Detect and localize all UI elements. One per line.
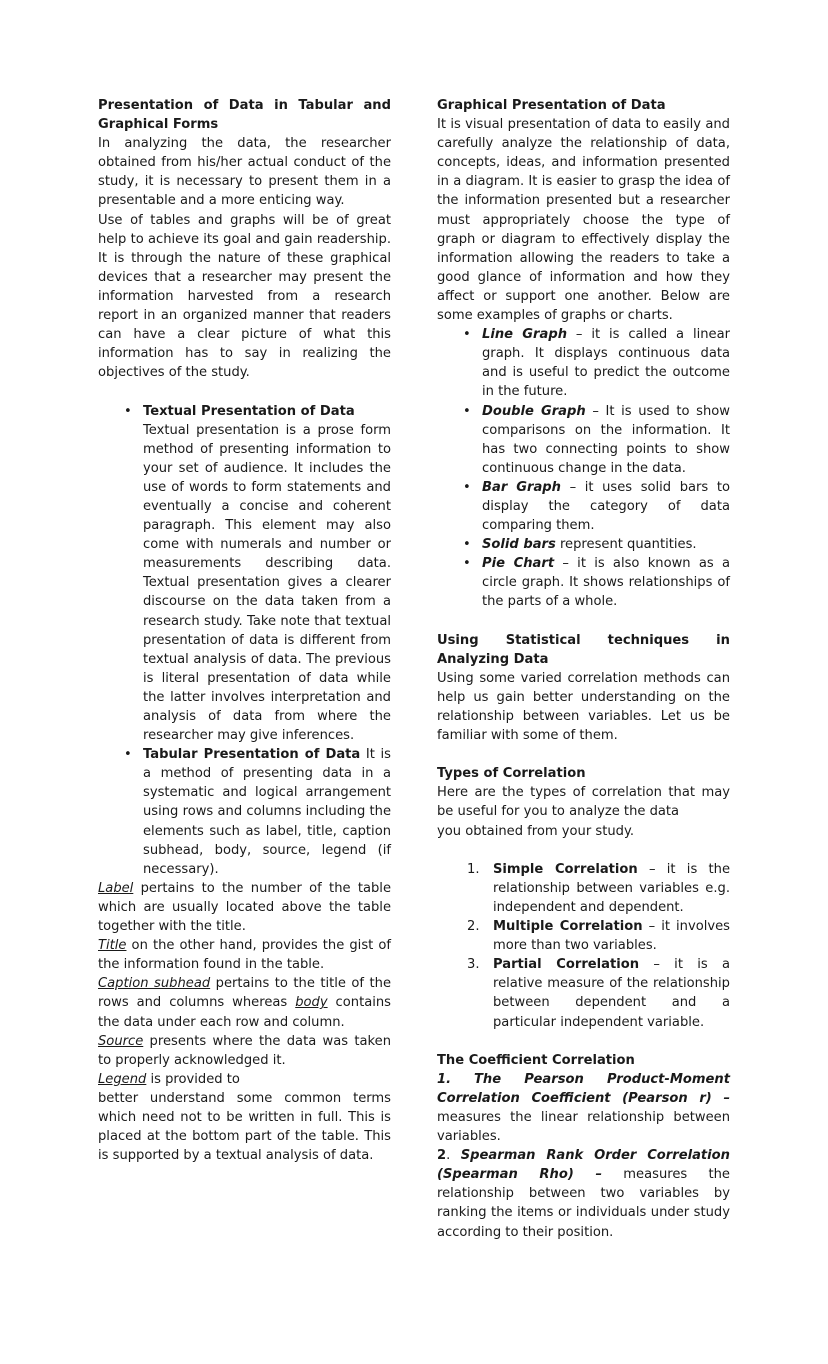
graph-body-line: – it is called a linear graph. It displays continuous data and is useful to predict the outcome in the future. — [482, 327, 730, 400]
definition-term-title: Title — [98, 938, 127, 954]
definition-text-after-body: contains the data under each row and column. — [98, 995, 391, 1030]
left-column-heading: Presentation of Data in Tabular and Graphical Forms — [98, 98, 391, 133]
definition-title — [98, 936, 391, 974]
presentation-types-list — [98, 402, 391, 879]
heading-statistical-techniques: Using Statistical techniques in Analyzing Data — [437, 632, 730, 667]
graph-body-double: – It is used to show comparisons on the information. It has two connecting points to show continuous change in the data. — [482, 403, 730, 476]
list-item-simple-correlation — [437, 860, 730, 917]
list-item-double-graph — [437, 402, 730, 478]
coefficient-title-spearman: Spearman Rank Order Correlation (Spearman Rho) — [437, 1148, 730, 1183]
coefficient-label-2: 2 — [437, 1148, 447, 1164]
list-item-solid-bars — [437, 535, 730, 554]
coefficient-dash-1: – — [711, 1090, 730, 1106]
types-intro-line-1: Here are the types of correlation that may be useful for you to analyze the data — [437, 785, 730, 820]
section-gap-coefficient — [437, 1032, 730, 1051]
types-intro-line-2: you obtained from your study. — [437, 823, 635, 839]
list-item-line-graph — [437, 325, 730, 401]
coefficient-title-pearson: The Pearson Product-Moment Correlation Coefficient (Pearson r) — [437, 1071, 730, 1106]
statistical-techniques-paragraph: Using some varied correlation methods can help us gain better understanding on the relationship between variables. Let us be familiar with some of them. — [437, 670, 730, 744]
definition-term-caption-subhead: Caption subhead — [98, 976, 211, 992]
bullet-body-tabular: It is a method of presenting data in a systematic and logical arrangement using rows and columns including the elements such as label, title, caption subhead, body, source, legend (if necessary). — [143, 747, 391, 877]
right-column — [437, 96, 730, 1242]
definition-text-title: on the other hand, provides the gist of the information found in the table. — [98, 938, 391, 973]
definition-term-body: body — [295, 995, 328, 1011]
correlation-body-partial: – it is a relative measure of the relationship between dependent and a particular independent variable. — [493, 957, 730, 1030]
list-item-textual-presentation — [98, 402, 391, 746]
definition-text-label: pertains to the number of the table which are usually located above the table together with the title. — [98, 880, 391, 935]
section-gap-types — [437, 745, 730, 764]
heading-graphical-presentation: Graphical Presentation of Data — [437, 98, 666, 113]
coefficient-body-spearman: measures the relationship between two variables by ranking the items or individuals under study according to their position. — [437, 1167, 730, 1240]
heading-coefficient-correlation: The Coefficient Correlation — [437, 1052, 635, 1068]
graph-body-bar: – it uses solid bars to display the category of data comparing them. — [482, 479, 730, 534]
definition-caption-subhead — [98, 974, 391, 1031]
coefficient-dash-2: – — [573, 1167, 603, 1183]
list-gap-correlation — [437, 841, 730, 860]
coefficient-item-pearson — [437, 1070, 730, 1146]
bullet-body-textual: Textual presentation is a prose form method of presenting information to your set of audience. It includes the use of words to form statements and eventually a concise and coherent paragraph. This element may also come with numerals and number or measurements describing data. Textual presentation gives a clearer discourse on the data taken from a research study. Take note that textual presentation of data is different from textual analysis of data. The previous is literal presentation of data while the latter involves interpretation and analysis of data from where the researcher may give inferences. — [143, 422, 391, 744]
graph-title-pie: Pie Chart — [482, 556, 555, 572]
two-column-layout — [98, 96, 740, 1242]
left-column — [98, 96, 391, 1165]
graph-title-solid-bars: Solid bars — [482, 537, 556, 553]
closing-paragraph: better understand some common terms which need not to be written in full. This is placed at the bottom part of the table. This is supported by a textual analysis of data. — [98, 1090, 391, 1164]
graph-types-list — [437, 325, 730, 611]
list-item-bar-graph — [437, 478, 730, 535]
coefficient-item-spearman — [437, 1146, 730, 1241]
list-item-multiple-correlation — [437, 917, 730, 955]
intro-paragraph-1: In analyzing the data, the researcher obtained from his/her actual conduct of the study, it is necessary to present them in a presentable and a more enticing way. — [98, 136, 391, 209]
definition-term-label: Label — [98, 880, 134, 896]
section-gap-statistical — [437, 612, 730, 631]
correlation-title-multiple: Multiple Correlation — [493, 919, 643, 935]
graph-title-double: Double Graph — [482, 403, 586, 419]
definition-text-source: presents where the data was taken to properly acknowledged it. — [98, 1033, 391, 1068]
graph-title-line: Line Graph — [482, 327, 568, 343]
graphical-presentation-paragraph: It is visual presentation of data to easily and carefully analyze the relationship of data, concepts, ideas, and information presented in a diagram. It is easier to grasp the idea of the information presented but a researcher must appropriately choose the type of graph or diagram to effectively display the information allowing the readers to take a good glance of information and how they affect or support one another. Below are some examples of graphs or charts. — [437, 117, 730, 324]
definition-text-before-body: pertains to the title of the rows and columns whereas — [98, 976, 391, 1011]
graph-title-bar: Bar Graph — [482, 479, 561, 495]
correlation-title-simple: Simple Correlation — [493, 861, 638, 877]
definition-text-legend: is provided to — [146, 1071, 240, 1087]
paragraph-gap — [98, 382, 391, 401]
heading-types-of-correlation: Types of Correlation — [437, 766, 586, 782]
list-item-tabular-presentation — [98, 745, 391, 879]
graph-body-pie: – it is also known as a circle graph. It shows relationships of the parts of a whole. — [482, 556, 730, 610]
definition-term-legend: Legend — [98, 1071, 147, 1087]
correlation-types-list — [437, 860, 730, 1032]
definition-term-source: Source — [98, 1033, 144, 1049]
correlation-body-multiple: – it involves more than two variables. — [493, 919, 730, 954]
coefficient-label-2-suffix: . — [446, 1148, 451, 1164]
list-item-pie-chart — [437, 554, 730, 611]
definition-label — [98, 879, 391, 936]
bullet-title-tabular: Tabular Presentation of Data — [143, 747, 361, 763]
correlation-title-partial: Partial Correlation — [493, 957, 640, 973]
coefficient-body-pearson: measures the linear relationship between variables. — [437, 1109, 730, 1145]
bullet-title-textual: Textual Presentation of Data — [143, 403, 355, 419]
definition-legend — [98, 1070, 391, 1089]
definition-source — [98, 1032, 391, 1070]
coefficient-label-1: 1. — [437, 1071, 452, 1087]
correlation-body-simple: – it is the relationship between variables e.g. independent and dependent. — [493, 861, 731, 915]
intro-paragraph-2: Use of tables and graphs will be of great help to achieve its goal and gain readership. It is through the nature of these graphical devices that a researcher may present the information harvested from a research report in an organized manner that readers can have a clear picture of what this information has to say in realizing the objectives of the study. — [98, 212, 391, 381]
list-item-partial-correlation — [437, 955, 730, 1031]
graph-body-solid-bars: represent quantities. — [555, 537, 697, 553]
